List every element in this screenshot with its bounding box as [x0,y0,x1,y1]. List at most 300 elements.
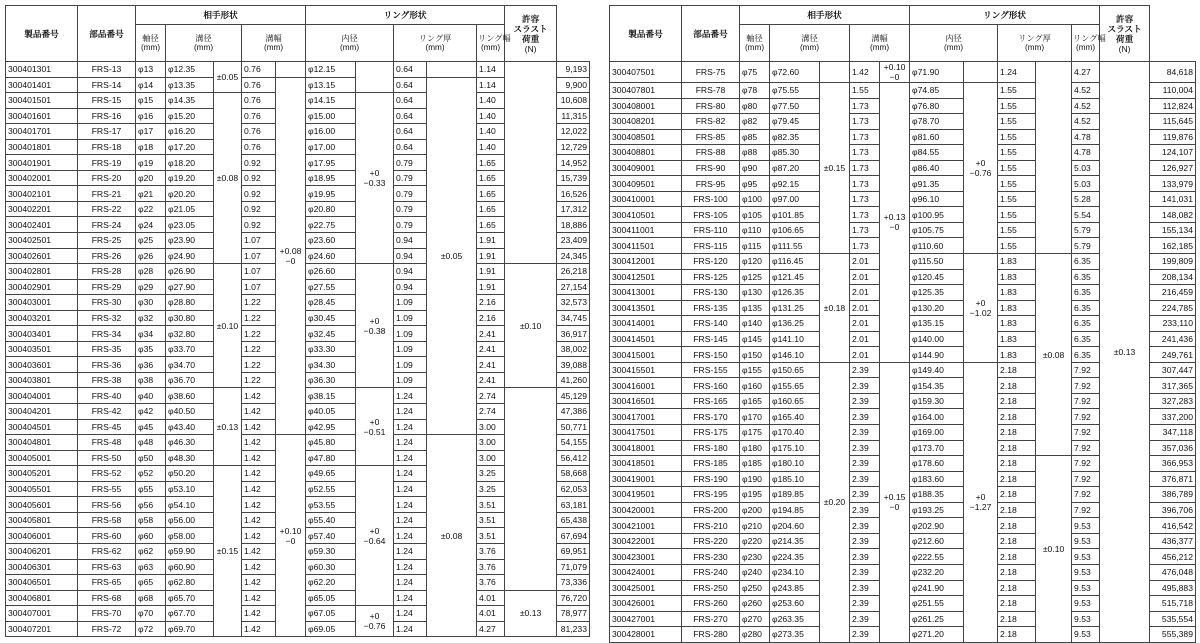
groove-dia-cell: φ60.90 [166,559,214,575]
ring-thickness-cell: 1.24 [394,590,427,606]
part-no-cell: FRS-100 [682,191,740,207]
ring-thickness-cell: 1.83 [998,300,1036,316]
tolerance-cell [276,435,306,637]
tolerance-cell [964,254,998,363]
ring-thickness-cell: 1.55 [998,191,1036,207]
col-shaft-dia: 軸径 (mm) [136,25,166,62]
groove-width-cell: 1.42 [242,388,276,404]
inner-dia-cell: φ49.65 [306,466,356,482]
groove-dia-cell: φ38.60 [166,388,214,404]
inner-dia-cell: φ18.95 [306,170,356,186]
groove-dia-cell: φ106.65 [770,222,820,238]
shaft-dia-cell: φ50 [136,450,166,466]
ring-thickness-cell: 1.09 [394,310,427,326]
groove-width-cell: 1.22 [242,310,276,326]
groove-dia-cell: φ204.60 [770,518,820,534]
spec-table-left [5,5,590,637]
thrust-load-cell: 12,022 [557,124,590,140]
groove-dia-cell: φ85.30 [770,145,820,161]
inner-dia-cell: φ17.95 [306,155,356,171]
ring-thickness-cell: 1.24 [394,466,427,482]
shaft-dia-cell: φ17 [136,124,166,140]
product-no-cell: 300402401 [6,217,78,233]
ring-width-cell: 5.54 [1072,207,1100,223]
spec-table-left-panel [5,5,590,634]
groove-dia-cell: φ20.20 [166,186,214,202]
ring-thickness-cell: 1.83 [998,269,1036,285]
product-no-cell: 300402901 [6,279,78,295]
groove-width-cell: 2.01 [850,285,880,301]
thrust-load-cell: 15,739 [557,170,590,186]
col-ring-thickness: リング厚 (mm) [394,25,477,62]
groove-dia-cell: φ146.10 [770,347,820,363]
tolerance-cell [356,93,394,264]
inner-dia-cell: φ32.45 [306,326,356,342]
tolerance-cell [214,93,242,264]
inner-dia-cell: φ22.75 [306,217,356,233]
col-groove-dia: 溝径 (mm) [770,25,850,62]
product-no-cell: 300411001 [610,222,682,238]
ring-thickness-cell: 1.24 [394,481,427,497]
header-row-1 [610,6,1196,25]
product-no-cell: 300407201 [6,621,78,637]
groove-dia-cell: φ101.85 [770,207,820,223]
thrust-load-cell: 141,031 [1150,191,1196,207]
thrust-load-cell: 56,412 [557,450,590,466]
inner-dia-cell: φ34.30 [306,357,356,373]
groove-dia-cell: φ14.35 [166,93,214,109]
inner-dia-cell: φ86.40 [910,160,964,176]
ring-thickness-cell: 2.18 [998,362,1036,378]
thrust-load-cell: 327,283 [1150,393,1196,409]
inner-dia-cell: φ42.95 [306,419,356,435]
ring-thickness-cell: 0.64 [394,139,427,155]
product-no-cell: 300427001 [610,611,682,627]
tolerance-value: −0.76 [363,621,386,632]
groove-dia-cell: φ87.20 [770,160,820,176]
inner-dia-cell: φ105.75 [910,222,964,238]
shaft-dia-cell: φ16 [136,108,166,124]
tolerance-value: ±0.10 [519,320,542,331]
ring-thickness-cell: 2.18 [998,440,1036,456]
groove-dia-cell: φ155.65 [770,378,820,394]
ring-thickness-cell: 1.24 [394,388,427,404]
tolerance-value: +0.10 [279,525,302,536]
groove-dia-cell: φ32.80 [166,326,214,342]
product-no-cell: 300426001 [610,596,682,612]
tolerance-value: ±0.15 [823,163,846,173]
product-no-cell: 300404501 [6,419,78,435]
product-no-cell: 300401701 [6,124,78,140]
shaft-dia-cell: φ160 [740,378,770,394]
tolerance-value: −0.51 [363,426,386,437]
product-no-cell: 300408801 [610,145,682,161]
thrust-load-cell: 17,312 [557,201,590,217]
groove-width-cell: 2.39 [850,471,880,487]
groove-width-cell: 1.22 [242,326,276,342]
shaft-dia-cell: φ36 [136,357,166,373]
product-no-cell: 300419501 [610,487,682,503]
groove-width-cell: 0.92 [242,201,276,217]
ring-thickness-cell: 1.55 [998,83,1036,99]
thrust-load-cell: 32,573 [557,295,590,311]
groove-width-cell: 1.42 [242,497,276,513]
tolerance-cell [820,83,850,254]
shaft-dia-cell: φ29 [136,279,166,295]
groove-dia-cell: φ116.45 [770,254,820,270]
group-mating-shape: 相手形状 [136,6,306,25]
ring-thickness-cell: 2.18 [998,564,1036,580]
groove-width-cell: 2.39 [850,627,880,643]
tolerance-cell [880,362,910,642]
ring-width-cell: 3.51 [477,497,505,513]
shaft-dia-cell: φ100 [740,191,770,207]
shaft-dia-cell: φ130 [740,285,770,301]
product-no-cell: 300417501 [610,425,682,441]
shaft-dia-cell: φ150 [740,347,770,363]
part-no-cell: FRS-88 [682,145,740,161]
product-no-cell: 300418501 [610,456,682,472]
shaft-dia-cell: φ82 [740,114,770,130]
thrust-load-cell: 208,134 [1150,269,1196,285]
groove-width-cell: 2.39 [850,378,880,394]
ring-thickness-cell: 0.64 [394,93,427,109]
ring-width-cell: 7.92 [1072,409,1100,425]
groove-width-cell: 1.73 [850,114,880,130]
tolerance-cell [880,62,910,83]
ring-width-cell: 7.92 [1072,425,1100,441]
ring-thickness-cell: 0.94 [394,279,427,295]
groove-dia-cell: φ54.10 [166,497,214,513]
ring-width-cell: 4.78 [1072,145,1100,161]
shaft-dia-cell: φ40 [136,388,166,404]
tolerance-value: ±0.15 [216,546,239,557]
ring-width-cell: 2.41 [477,326,505,342]
inner-dia-cell: φ84.55 [910,145,964,161]
thrust-load-cell: 11,315 [557,108,590,124]
part-no-cell: FRS-90 [682,160,740,176]
shaft-dia-cell: φ125 [740,269,770,285]
groove-dia-cell: φ28.80 [166,295,214,311]
thrust-load-cell: 307,447 [1150,362,1196,378]
ring-thickness-cell: 0.79 [394,155,427,171]
shaft-dia-cell: φ175 [740,425,770,441]
product-no-cell: 300407001 [6,606,78,622]
inner-dia-cell: φ193.25 [910,502,964,518]
groove-dia-cell: φ214.35 [770,533,820,549]
inner-dia-cell: φ52.55 [306,481,356,497]
thrust-load-cell: 110,004 [1150,83,1196,99]
part-no-cell: FRS-38 [78,372,136,388]
groove-width-cell: 1.73 [850,160,880,176]
shaft-dia-cell: φ88 [740,145,770,161]
tolerance-cell [276,62,306,78]
part-no-cell: FRS-63 [78,559,136,575]
ring-width-cell: 9.53 [1072,580,1100,596]
groove-width-cell: 2.01 [850,316,880,332]
thrust-load-cell: 317,365 [1150,378,1196,394]
part-no-cell: FRS-180 [682,440,740,456]
groove-dia-cell: φ72.60 [770,62,820,83]
tolerance-value: −1.02 [969,307,992,318]
part-no-cell: FRS-105 [682,207,740,223]
tolerance-value: −0 [889,72,900,82]
thrust-load-cell: 38,002 [557,341,590,357]
ring-thickness-cell: 1.09 [394,372,427,388]
inner-dia-cell: φ16.00 [306,124,356,140]
shaft-dia-cell: φ78 [740,83,770,99]
ring-thickness-cell: 1.09 [394,341,427,357]
groove-width-cell: 2.01 [850,300,880,316]
ring-width-cell: 1.65 [477,201,505,217]
tolerance-cell [820,254,850,363]
thrust-load-cell: 84,618 [1150,62,1196,83]
tolerance-value: −0.76 [969,168,992,178]
groove-width-cell: 0.76 [242,139,276,155]
ring-thickness-cell: 1.55 [998,207,1036,223]
header-row-1 [6,6,590,25]
table-row [6,435,590,451]
ring-width-cell: 1.65 [477,155,505,171]
thrust-load-cell: 233,110 [1150,316,1196,332]
groove-dia-cell: φ136.25 [770,316,820,332]
tolerance-value: +0.08 [279,245,302,256]
groove-width-cell: 2.39 [850,611,880,627]
thrust-load-cell: 41,260 [557,372,590,388]
groove-width-cell: 1.73 [850,238,880,254]
ring-width-cell: 7.92 [1072,456,1100,472]
ring-thickness-cell: 1.24 [394,419,427,435]
product-no-cell: 300414501 [610,331,682,347]
ring-thickness-cell: 1.83 [998,347,1036,363]
ring-thickness-cell: 1.83 [998,254,1036,270]
tolerance-value: −0.33 [363,178,386,189]
shaft-dia-cell: φ110 [740,222,770,238]
inner-dia-cell: φ36.30 [306,372,356,388]
thrust-load-cell: 78,977 [557,606,590,622]
ring-width-cell: 6.35 [1072,347,1100,363]
groove-dia-cell: φ180.10 [770,456,820,472]
shaft-dia-cell: φ58 [136,512,166,528]
groove-dia-cell: φ62.80 [166,575,214,591]
product-no-cell: 300402601 [6,248,78,264]
inner-dia-cell: φ27.55 [306,279,356,295]
col-part-no: 部品番号 [78,6,136,62]
shaft-dia-cell: φ42 [136,404,166,420]
ring-thickness-cell: 1.09 [394,357,427,373]
tolerance-cell [820,62,850,83]
product-no-cell: 300410001 [610,191,682,207]
groove-width-cell: 1.73 [850,145,880,161]
ring-width-cell: 1.14 [477,77,505,93]
inner-dia-cell: φ40.05 [306,404,356,420]
product-no-cell: 300412501 [610,269,682,285]
groove-dia-cell: φ48.30 [166,450,214,466]
thrust-load-cell: 224,785 [1150,300,1196,316]
shaft-dia-cell: φ18 [136,139,166,155]
part-no-cell: FRS-36 [78,357,136,373]
groove-dia-cell: φ150.65 [770,362,820,378]
shaft-dia-cell: φ65 [136,575,166,591]
part-no-cell: FRS-280 [682,627,740,643]
col-ring-width: リング幅 (mm) [477,25,505,62]
product-no-cell: 300414001 [610,316,682,332]
table-row [6,77,590,93]
product-no-cell: 300403501 [6,341,78,357]
ring-thickness-cell: 0.94 [394,248,427,264]
inner-dia-cell: φ241.90 [910,580,964,596]
ring-thickness-cell: 2.18 [998,378,1036,394]
groove-width-cell: 1.42 [242,621,276,637]
product-no-cell: 300401601 [6,108,78,124]
tolerance-cell [276,77,306,435]
ring-thickness-cell: 1.55 [998,98,1036,114]
ring-width-cell: 4.27 [1072,62,1100,83]
groove-dia-cell: φ17.20 [166,139,214,155]
part-no-cell: FRS-165 [682,393,740,409]
groove-dia-cell: φ189.85 [770,487,820,503]
groove-dia-cell: φ224.35 [770,549,820,565]
product-no-cell: 300407801 [610,83,682,99]
groove-width-cell: 2.01 [850,269,880,285]
shaft-dia-cell: φ15 [136,93,166,109]
ring-thickness-cell: 1.55 [998,222,1036,238]
groove-width-cell: 1.42 [242,481,276,497]
col-inner-dia: 内径 (mm) [910,25,998,62]
ring-width-cell: 7.92 [1072,393,1100,409]
part-no-cell: FRS-185 [682,456,740,472]
inner-dia-cell: φ222.55 [910,549,964,565]
ring-width-cell: 6.35 [1072,300,1100,316]
groove-width-cell: 0.76 [242,77,276,93]
ring-width-cell: 9.53 [1072,549,1100,565]
groove-width-cell: 1.42 [242,559,276,575]
inner-dia-cell: φ74.85 [910,83,964,99]
thrust-load-cell: 436,377 [1150,533,1196,549]
ring-width-cell: 4.27 [477,621,505,637]
part-no-cell: FRS-115 [682,238,740,254]
ring-width-cell: 1.40 [477,93,505,109]
groove-width-cell: 2.39 [850,425,880,441]
part-no-cell: FRS-110 [682,222,740,238]
ring-thickness-cell: 1.83 [998,316,1036,332]
shaft-dia-cell: φ165 [740,393,770,409]
product-no-cell: 300425001 [610,580,682,596]
product-no-cell: 300403401 [6,326,78,342]
ring-thickness-cell: 1.55 [998,129,1036,145]
shaft-dia-cell: φ62 [136,543,166,559]
tolerance-cell [356,466,394,606]
groove-width-cell: 1.73 [850,129,880,145]
thrust-load-cell: 241,436 [1150,331,1196,347]
col-groove-width: 溝幅 (mm) [850,25,910,62]
group-ring-shape: リング形状 [910,6,1100,25]
shaft-dia-cell: φ180 [740,440,770,456]
inner-dia-cell: φ202.90 [910,518,964,534]
ring-width-cell: 1.40 [477,108,505,124]
shaft-dia-cell: φ200 [740,502,770,518]
product-no-cell: 300401501 [6,93,78,109]
thrust-load-cell: 65,438 [557,512,590,528]
col-ring-thickness: リング厚 (mm) [998,25,1072,62]
inner-dia-cell: φ67.05 [306,606,356,622]
product-no-cell: 300420001 [610,502,682,518]
groove-dia-cell: φ185.10 [770,471,820,487]
col-part-no: 部品番号 [682,6,740,62]
shaft-dia-cell: φ48 [136,435,166,451]
groove-dia-cell: φ36.70 [166,372,214,388]
groove-dia-cell: φ27.90 [166,279,214,295]
part-no-cell: FRS-30 [78,295,136,311]
col-allowable-thrust: 許容 スラスト 荷重 (N) [505,6,557,62]
part-no-cell: FRS-60 [78,528,136,544]
shaft-dia-cell: φ24 [136,217,166,233]
thrust-load-cell: 347,118 [1150,425,1196,441]
col-product-no: 製品番号 [6,6,78,62]
inner-dia-cell: φ26.60 [306,264,356,280]
groove-dia-cell: φ234.10 [770,564,820,580]
groove-width-cell: 2.39 [850,596,880,612]
ring-thickness-cell: 2.18 [998,393,1036,409]
ring-width-cell: 3.25 [477,481,505,497]
part-no-cell: FRS-34 [78,326,136,342]
groove-dia-cell: φ160.65 [770,393,820,409]
tolerance-cell [427,77,477,435]
thrust-load-cell: 10,608 [557,93,590,109]
groove-dia-cell: φ97.00 [770,191,820,207]
part-no-cell: FRS-150 [682,347,740,363]
part-no-cell: FRS-68 [78,590,136,606]
thrust-load-cell: 162,185 [1150,238,1196,254]
ring-thickness-cell: 2.18 [998,611,1036,627]
shaft-dia-cell: φ75 [740,62,770,83]
tolerance-value: ±0.20 [823,497,846,508]
groove-dia-cell: φ59.90 [166,543,214,559]
thrust-load-cell: 456,212 [1150,549,1196,565]
tolerance-cell [1100,62,1150,643]
groove-dia-cell: φ40.50 [166,404,214,420]
shaft-dia-cell: φ35 [136,341,166,357]
inner-dia-cell: φ65.05 [306,590,356,606]
inner-dia-cell: φ140.00 [910,331,964,347]
groove-width-cell: 1.73 [850,207,880,223]
ring-width-cell: 2.41 [477,372,505,388]
tolerance-cell [505,590,557,637]
ring-width-cell: 1.91 [477,279,505,295]
groove-width-cell: 1.42 [242,466,276,482]
product-no-cell: 300405601 [6,497,78,513]
product-no-cell: 300409501 [610,176,682,192]
part-no-cell: FRS-19 [78,155,136,171]
ring-width-cell: 4.01 [477,590,505,606]
ring-thickness-cell: 2.18 [998,471,1036,487]
ring-width-cell: 1.65 [477,170,505,186]
tolerance-value: ±0.13 [519,608,542,619]
shaft-dia-cell: φ195 [740,487,770,503]
product-no-cell: 300403801 [6,372,78,388]
tolerance-cell [505,264,557,388]
inner-dia-cell: φ78.70 [910,114,964,130]
product-no-cell: 300416001 [610,378,682,394]
ring-width-cell: 9.53 [1072,627,1100,643]
ring-width-cell: 5.03 [1072,160,1100,176]
shaft-dia-cell: φ90 [740,160,770,176]
ring-width-cell: 4.52 [1072,83,1100,99]
thrust-load-cell: 45,129 [557,388,590,404]
groove-width-cell: 2.39 [850,580,880,596]
groove-dia-cell: φ30.80 [166,310,214,326]
shaft-dia-cell: φ20 [136,170,166,186]
